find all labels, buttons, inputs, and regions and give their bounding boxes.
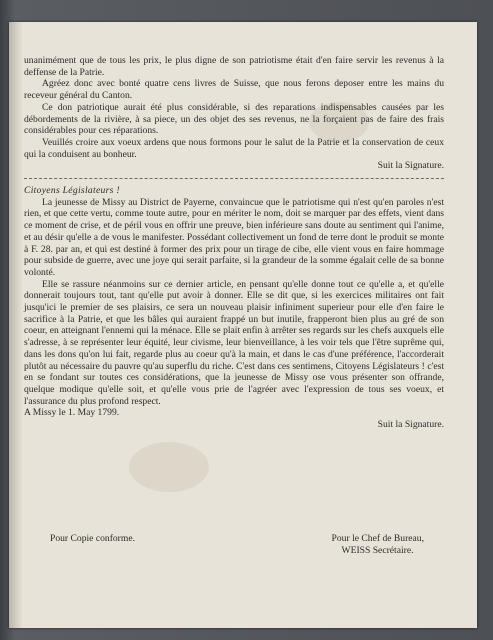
paragraph: unanimément que de tous les prix, le plus digne de son patriotisme était d'en faire servir les revenus à la deffense de la Patrie.: [24, 55, 444, 78]
paragraph: Ce don patriotique aurait été plus considérable, si des reparations indispensables causées par les débordements de la rivière, à sa piece, un des objet des ses revenus, ne la forçaient pas de faire des frais considérables pour ces réparations.: [24, 101, 444, 137]
section-divider: [24, 178, 444, 179]
secretary-line: WEISS Secrétaire.: [341, 544, 414, 556]
paper-stain: [129, 442, 209, 492]
place-date: A Missy le 1. May 1799.: [24, 407, 120, 419]
paragraph: Elle se rassure néanmoins sur ce dernier article, en pensant qu'elle donne tout ce qu'elle a, et qu'elle donnerait toujours tout, tant qu'elle put avoir à donner. Elle se dit que, si les exercices militaires ont fait jusqu'ici le premier de ses plaisirs, ce sera un nouveau plaisir infiniment superieur pour elle d'en faire le sacrifice à la Patrie, et que les bâles qui auraient frappé un but inutile, frapperont bien plus au gré de son coeur, en atteignant l'ennemi qui la ménace. Elle se plait enfin à arrêter ses regards sur les chefs auxquels elle s'adresse, à se représenter leur équité, leur civisme, leur bienveillance, à les voir tels que l'être suprême qui, dans les dons qu'on lui fait, regarde plus au coeur qu'à la main, et dans le cas d'une préférence, l'accorderait plutôt au nécessaire du pauvre qu'au superflu du riche. C'est dans ces sentimens, Citoyens Législateurs ! c'est en se fondant sur toutes ces considérations, que la jeunesse de Missy ose vous présenter son offrande, quelque modique qu'elle soit, et qu'elle vous prie de l'agréer avec l'expression de tous ses voeux, et l'assurance du plus profond respect.: [24, 278, 444, 407]
document-footer: [24, 531, 444, 571]
paragraph: Agréez donc avec bonté quatre cens livres de Suisse, que nous ferons deposer entre les mains du receveur général du Canton.: [24, 78, 444, 102]
signature-line: Suit la Signature.: [377, 419, 444, 431]
chief-signature: [332, 533, 424, 556]
paragraph: Veuillés croire aux voeux ardens que nous formons pour le salut de la Patrie et la conservation de ceux qui la conduisent au bonheur.: [24, 136, 444, 160]
salutation: Citoyens Législateurs !: [24, 185, 120, 197]
copy-note: Pour Copie conforme.: [50, 533, 135, 544]
paragraph: La jeunesse de Missy au District de Payerne, convaincue que le patriotisme qui n'est qu'en paroles n'est rien, et que cette vertu, comme toute autre, pour en mériter le nom, doit se marquer par des effets, vient dans ce moment de crise, et de péril vous en offrir une preuve, bien inférieure sans doute au sentiment qui l'anime, et au désir qu'elle a de vous le manifester. Possédant collectivement un fond de terre dont le produit se monte à F. 28. par an, et qui est destiné à former des prix pour un tirage de cibe, elle vient vous en faire hommage pour subside de guerre, avec une joye qui serait parfaite, si la grandeur de la somme égalait celle de sa bonne volonté.: [24, 196, 444, 278]
signature-line: Suit la Signature.: [377, 160, 444, 172]
binding-edge: [9, 22, 23, 628]
chief-line: Pour le Chef de Bureau,: [331, 533, 424, 544]
document-body: [24, 55, 444, 431]
